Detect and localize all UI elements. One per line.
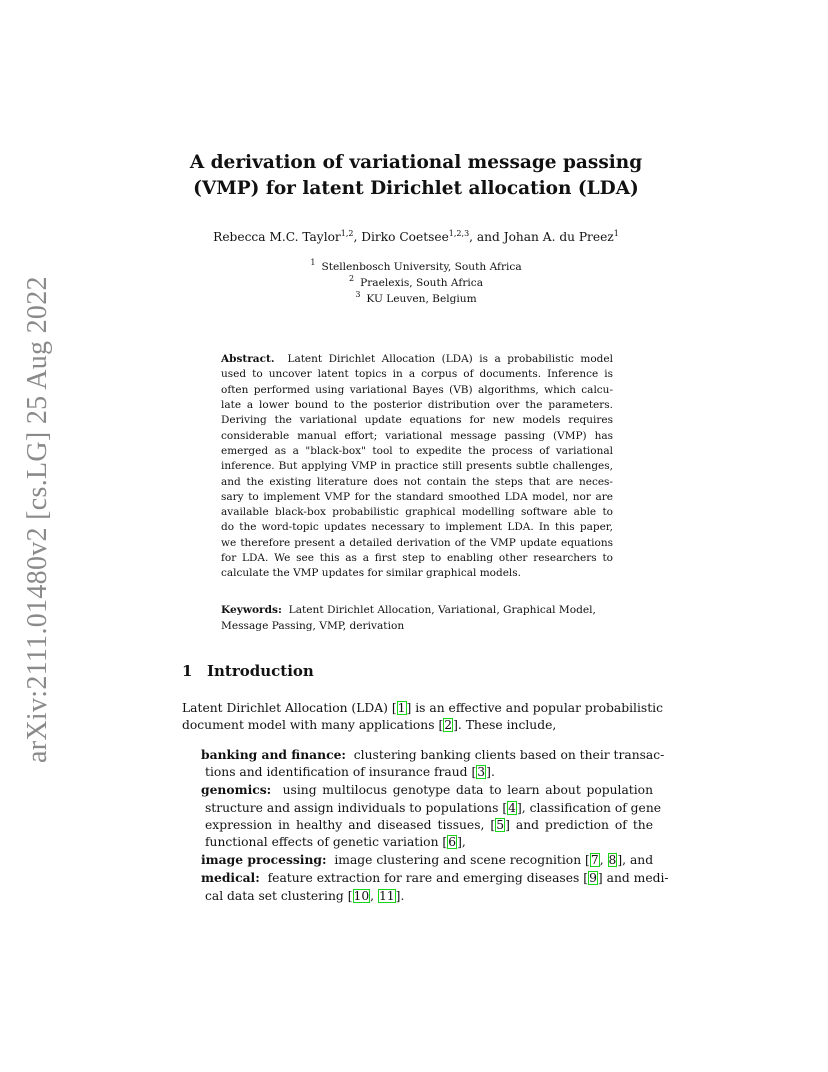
author-affil-mark: 1,2: [340, 229, 354, 238]
text: functional effects of genetic variation: [205, 835, 439, 850]
app-line: [201, 869, 669, 887]
title-line-1: A derivation of variational message passing: [189, 152, 643, 173]
arxiv-identifier: arXiv:2111.01480v2 [cs.LG] 25 Aug 2022: [22, 276, 53, 764]
app-line: [201, 834, 653, 851]
app-label: banking and finance:: [201, 747, 346, 762]
paper-title: [150, 150, 682, 202]
citation-link[interactable]: [7, 8]: [585, 853, 623, 868]
text: cal data set clustering: [205, 888, 344, 903]
app-label: genomics:: [201, 782, 272, 798]
author-affil-mark: 1: [613, 229, 619, 238]
text: clustering banking clients based on their transac-: [353, 748, 665, 762]
citation-link[interactable]: [2]: [438, 718, 458, 733]
application-banking: [201, 746, 665, 781]
citation-link[interactable]: [1]: [391, 701, 412, 715]
keywords-line: [221, 602, 621, 618]
citation-link[interactable]: [9]: [583, 871, 603, 886]
citation-link[interactable]: [5]: [490, 817, 510, 832]
affiliation: [150, 260, 682, 276]
abstract-line: calculate the VMP updates for similar graphical models.: [221, 567, 522, 580]
abstract-line: often performed using variational Bayes (VB) algorithms, which calcu-: [221, 383, 613, 396]
abstract-line: considerable manual effort; variational message passing (VMP) has: [221, 429, 613, 442]
paragraph-line: [182, 717, 652, 734]
affiliation-mark: 3: [355, 289, 361, 299]
author-separator: , and: [469, 230, 504, 244]
abstract-line: sary to implement VMP for the standard smoothed LDA model, nor are: [221, 490, 613, 503]
citation-link[interactable]: [4]: [502, 800, 522, 815]
citation-number[interactable]: 9: [589, 871, 597, 886]
text: tions and identification of insurance fraud: [205, 765, 468, 780]
citation-number[interactable]: 4: [508, 800, 516, 815]
text: ,: [461, 835, 466, 850]
keywords-line: Message Passing, VMP, derivation: [221, 620, 405, 632]
app-line: [201, 851, 653, 869]
citation-number[interactable]: 11: [378, 888, 395, 903]
affiliation-mark: 1: [310, 258, 316, 267]
text: Latent Dirichlet Allocation (LDA): [182, 701, 388, 715]
application-image: [201, 851, 653, 869]
app-line: [201, 764, 653, 781]
author-separator: ,: [353, 230, 362, 244]
app-line: [201, 800, 662, 817]
app-line: [201, 888, 653, 905]
affiliation: [150, 289, 682, 308]
citation-number[interactable]: 6: [448, 835, 457, 850]
title-line-2: (VMP) for latent Dirichlet allocation (LDA): [193, 178, 639, 199]
app-line: [201, 781, 653, 799]
section-title: Introduction: [207, 662, 314, 680]
keywords-label: Keywords:: [221, 604, 282, 616]
affiliation: [150, 273, 682, 292]
abstract-line: emerged as a "black-box" tool to expedite the process of variational: [221, 444, 613, 457]
abstract: [221, 352, 613, 582]
author-name: Rebecca M.C. Taylor: [213, 230, 341, 244]
text: using multilocus genotype data to learn about population: [282, 783, 653, 798]
citation-number[interactable]: 7: [590, 853, 599, 868]
author-name: Dirko Coetsee: [361, 230, 449, 244]
app-line: [201, 817, 653, 834]
citation-number[interactable]: 2: [444, 718, 453, 733]
author-list: [150, 230, 682, 244]
app-label: image processing:: [201, 852, 327, 868]
abstract-line: for LDA. We see this as a first step to enabling other researchers to: [221, 552, 613, 565]
applications-list: [201, 746, 669, 905]
text: image clustering and scene recognition: [334, 853, 582, 868]
text: .: [490, 765, 495, 780]
keywords-text: Latent Dirichlet Allocation, Variational, Graphical Model,: [288, 604, 596, 616]
abstract-line: used to uncover latent topics in a corpus of documents. Inference is: [221, 368, 613, 381]
affiliations: [150, 260, 682, 307]
abstract-line: and the existing literature does not contain the steps that are neces-: [221, 475, 613, 488]
abstract-line: inference. But applying VMP in practice still presents subtle challenges,: [221, 460, 613, 473]
citation-number[interactable]: 10: [353, 888, 370, 903]
text: is an effective and popular probabilistic: [415, 701, 663, 715]
text: . These include,: [457, 718, 557, 733]
text: and medi-: [606, 871, 669, 886]
affiliation-text: Stellenbosch University, South Africa: [321, 261, 522, 273]
keywords: [221, 602, 621, 634]
citation-number[interactable]: 3: [477, 765, 486, 780]
citation-number[interactable]: 5: [496, 817, 505, 832]
citation-link[interactable]: [6]: [442, 835, 462, 850]
affiliation-mark: 2: [348, 273, 355, 283]
abstract-label: Abstract.: [221, 353, 275, 365]
app-line: [201, 746, 665, 764]
intro-paragraph: [182, 700, 663, 734]
app-label: medical:: [201, 870, 260, 886]
text: document model with many applications: [182, 718, 435, 733]
section-heading: [182, 662, 314, 680]
citation-number[interactable]: 8: [608, 853, 617, 868]
citation-number[interactable]: 1: [397, 701, 406, 715]
abstract-line: do the word-topic updates necessary to implement LDA. In this paper,: [221, 521, 613, 534]
affiliation-text: Praelexis, South Africa: [360, 276, 484, 289]
section-number: 1: [182, 662, 193, 680]
text: and prediction of the: [515, 817, 653, 832]
application-medical: [201, 869, 669, 904]
text: structure and assign individuals to populations: [205, 800, 499, 815]
abstract-text: Latent Dirichlet Allocation (LDA) is a probabilistic model: [287, 353, 613, 365]
abstract-line: Deriving the variational update equations for new models requires: [221, 414, 613, 427]
text: .: [400, 888, 405, 903]
author-affil-mark: 1,2,3: [448, 229, 470, 238]
abstract-line: we therefore present a detailed derivation of the VMP update equations: [221, 536, 613, 549]
application-genomics: [201, 781, 662, 851]
text: , and: [622, 853, 654, 868]
text: feature extraction for rare and emerging diseases: [267, 871, 580, 886]
paragraph-line: [182, 700, 663, 717]
affiliation-text: KU Leuven, Belgium: [366, 292, 477, 305]
citation-link[interactable]: [10, 11]: [347, 888, 401, 903]
abstract-line: available black-box probabilistic graphical modelling software able to: [221, 506, 613, 519]
text: expression in healthy and diseased tissues,: [205, 817, 485, 832]
text: , classification of gene: [521, 800, 662, 815]
author-name: Johan A. du Preez: [503, 230, 614, 244]
abstract-line: late a lower bound to the posterior distribution over the parameters.: [221, 398, 613, 411]
citation-link[interactable]: [3]: [471, 765, 491, 780]
abstract-line: [221, 352, 613, 367]
